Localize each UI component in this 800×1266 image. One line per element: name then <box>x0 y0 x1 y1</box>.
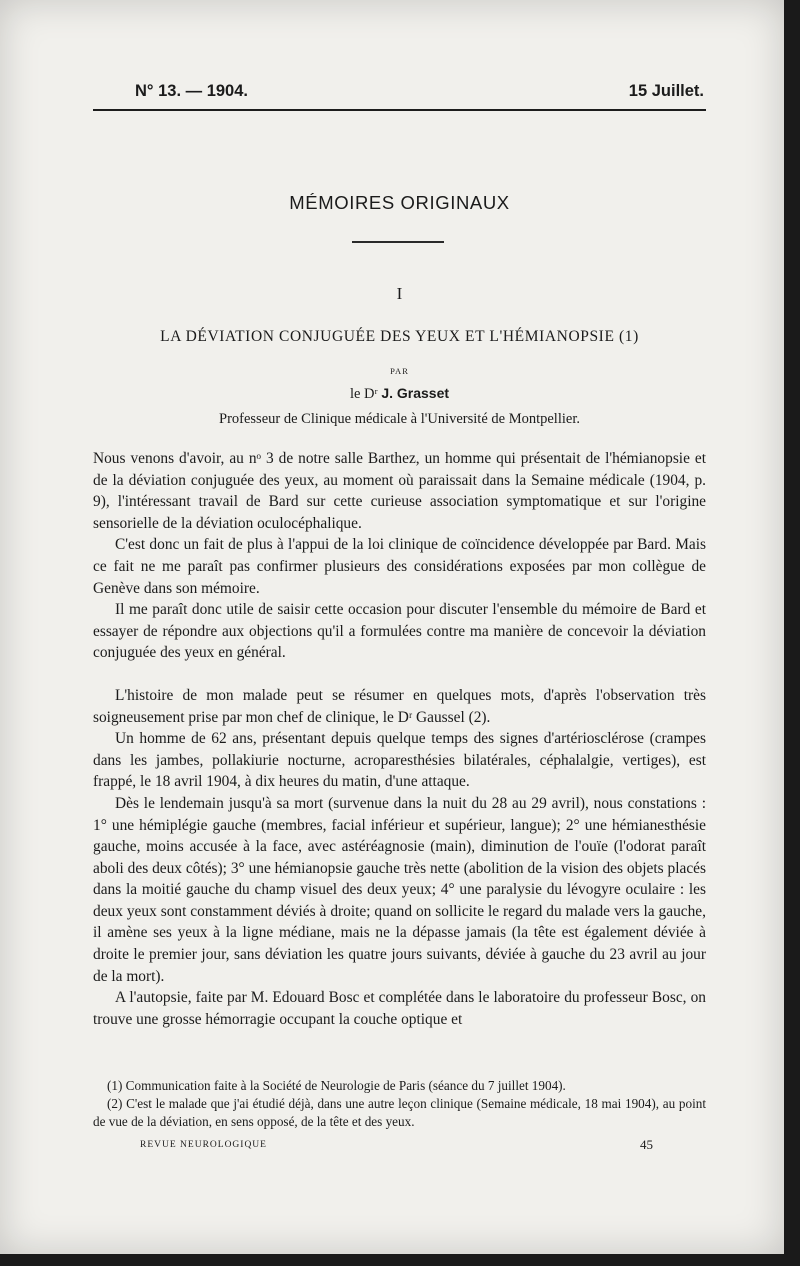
paragraph-6: Dès le lendemain jusqu'à sa mort (survenue dans la nuit du 28 au 29 avril), nous constations : 1° une hémiplégie gauche (membres, facial inférieur et supérieur, langue); 2° une hémianesthésie gauche, moins accusée à la face, avec astéréagnosie (main), diminution de l'ouïe (l'odorat paraît aboli des deux côtés); 3° une hémianopsie gauche très nette (abolition de la vision des objets placés dans la moitié gauche du champ visuel des deux yeux; 4° une paralysie du lévogyre oculaire : les deux yeux sont constamment déviés à droite; quand on sollicite le regard du malade vers la gauche, il amène ses yeux à la ligne médiane, mais ne la dépasse jamais (la tête est également déviée à droite le premier jour, sans déviation les quatre jours suivants, déviée à gauche du 23 avril au jour de la mort). <box>93 794 706 985</box>
article-number: I <box>396 284 403 303</box>
paragraph-4: L'histoire de mon malade peut se résumer en quelques mots, d'après l'observation très soigneusement prise par mon chef de clinique, le Dʳ Gaussel (2). <box>93 686 706 726</box>
by-label: PAR <box>390 366 409 376</box>
paragraph-gap <box>93 664 706 685</box>
paragraph-5: Un homme de 62 ans, présentant depuis quelque temps des signes d'artériosclérose (crampes dans les jambes, pollakiurie nocturne, acroparesthésies bilatérales, céphalalgie, vertiges), est frappé, le 18 avril 1904, à dix heures du matin, d'une attaque. <box>93 730 706 791</box>
footnote-1: (1) Communication faite à la Société de Neurologie de Paris (séance du 7 juillet 1904). <box>107 1078 566 1093</box>
article-title: LA DÉVIATION CONJUGUÉE DES YEUX ET L'HÉMIANOPSIE (1) <box>160 328 639 345</box>
issue-date: 15 Juillet. <box>628 82 704 100</box>
page-number: 45 <box>640 1137 653 1152</box>
section-rule <box>352 241 444 243</box>
issue-number: N° 13. — 1904. <box>135 82 248 100</box>
journal-name: REVUE NEUROLOGIQUE <box>140 1140 267 1150</box>
paragraph-2: C'est donc un fait de plus à l'appui de la loi clinique de coïncidence développée par Bard. Mais ce fait ne me paraît pas confirmer plusieurs des considérations exposées par mon collègue de Genève dans son mémoire. <box>93 536 706 597</box>
section-title: MÉMOIRES ORIGINAUX <box>289 192 510 213</box>
article-body <box>93 448 706 1030</box>
header-rule <box>93 109 706 111</box>
author-line <box>93 385 706 403</box>
author-prefix: le Dʳ <box>349 386 378 402</box>
paragraph-3: Il me paraît donc utile de saisir cette occasion pour discuter l'ensemble du mémoire de Bard et essayer de répondre aux objections qu'il a formulées contre ma manière de concevoir la déviation conjuguée des yeux en général. <box>93 601 706 662</box>
paragraph-7: A l'autopsie, faite par M. Edouard Bosc et complétée dans le laboratoire du professeur Bosc, on trouve une grosse hémorragie occupant la couche optique et <box>93 989 706 1028</box>
footnotes <box>93 1077 706 1131</box>
running-header <box>93 82 706 110</box>
author-affiliation: Professeur de Clinique médicale à l'Université de Montpellier. <box>219 411 580 427</box>
footnote-2: (2) C'est le malade que j'ai étudié déjà, dans une autre leçon clinique (Semaine médicale, 18 mai 1904), au point de vue de la déviation, en sens opposé, de la tête et des yeux. <box>93 1096 706 1129</box>
paragraph-1: Nous venons d'avoir, au nᵒ 3 de notre salle Barthez, un homme qui présentait de l'hémianopsie et de la déviation conjuguée des yeux, au moment où paraissait dans la Semaine médicale (1904, p. 9), l'intéressant travail de Bard sur cette curieuse association symptomatique et sur l'origine sensorielle de la déviation oculocéphalique. <box>93 450 706 532</box>
author-name: J. Grasset <box>381 385 450 401</box>
